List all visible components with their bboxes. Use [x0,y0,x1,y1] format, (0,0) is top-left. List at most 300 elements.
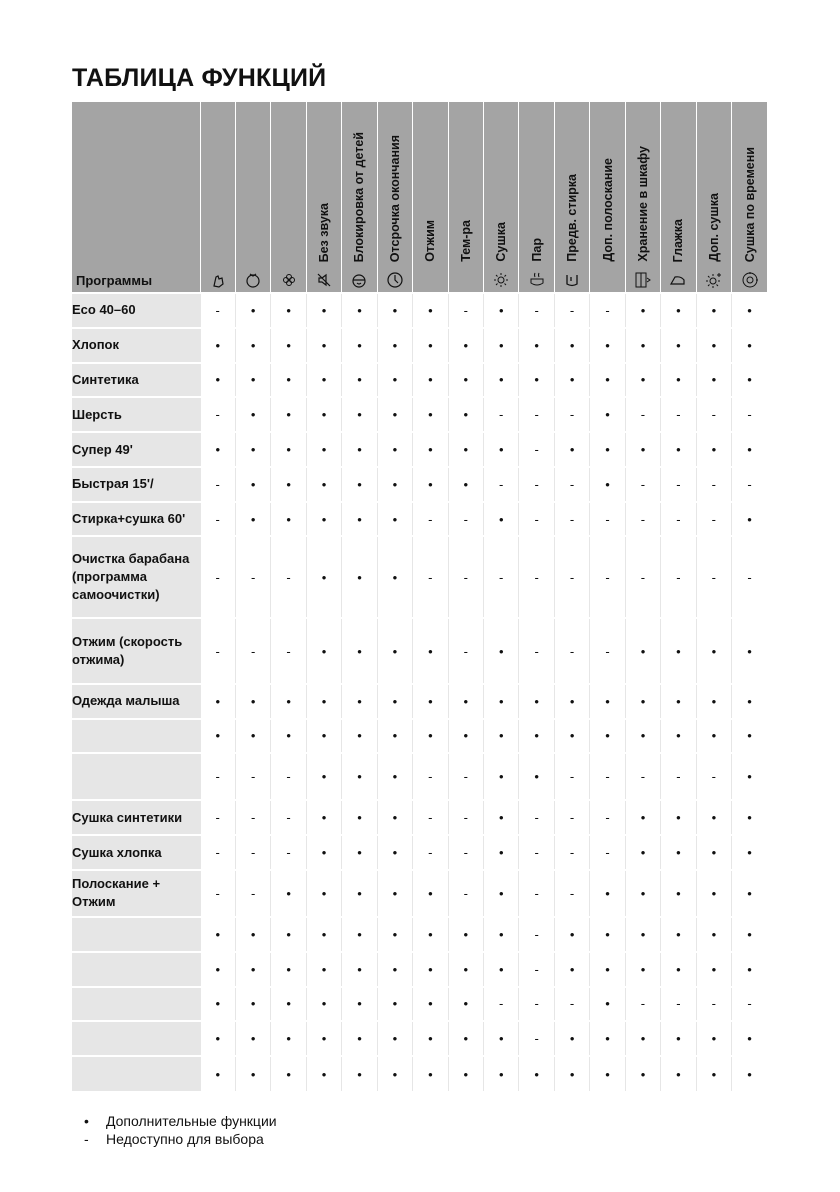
available-cell: • [661,432,696,467]
available-cell: • [696,952,731,987]
unavailable-cell: - [271,835,306,870]
program-name: Стирка+сушка 60' [72,502,200,537]
column-header-8 [448,102,483,293]
available-cell: • [413,987,448,1022]
available-cell: • [306,1056,341,1091]
available-cell: • [377,363,412,398]
column-label: Глажка [671,218,686,262]
unavailable-cell: - [200,293,235,328]
available-cell: • [484,1021,519,1056]
column-header-4 [306,102,341,293]
available-cell: • [661,328,696,363]
available-cell: • [235,397,270,432]
available-cell: • [448,397,483,432]
available-cell: • [625,870,660,917]
unavailable-cell: - [696,467,731,502]
unavailable-cell: - [519,536,554,618]
available-cell: • [484,432,519,467]
header-row [72,102,767,293]
program-name [72,987,200,1022]
unavailable-cell: - [554,502,589,537]
table-row [72,719,767,754]
column-header-2 [235,102,270,293]
unavailable-cell: - [554,467,589,502]
available-cell: • [590,397,625,432]
unavailable-cell: - [519,618,554,683]
available-cell: • [696,328,731,363]
available-cell: • [271,1021,306,1056]
unavailable-cell: - [519,467,554,502]
available-cell: • [661,363,696,398]
unavailable-cell: - [554,800,589,835]
available-cell: • [554,363,589,398]
available-cell: • [342,987,377,1022]
available-cell: • [554,1021,589,1056]
available-cell: • [306,1021,341,1056]
available-cell: • [519,753,554,800]
available-cell: • [448,719,483,754]
available-cell: • [484,952,519,987]
column-header-16 [732,102,767,293]
drum-icon [244,271,262,289]
available-cell: • [554,917,589,952]
available-cell: • [696,363,731,398]
program-name: Eco 40–60 [72,293,200,328]
available-cell: • [342,1021,377,1056]
prewash-icon [563,271,581,289]
unavailable-cell: - [200,835,235,870]
available-cell: • [732,502,767,537]
table-row [72,835,767,870]
available-cell: • [342,719,377,754]
available-cell: • [554,719,589,754]
available-cell: • [306,870,341,917]
available-cell: • [235,952,270,987]
unavailable-cell: - [519,502,554,537]
available-cell: • [271,467,306,502]
available-cell: • [732,753,767,800]
unavailable-cell: - [413,536,448,618]
column-label: Хранение в шкафу [635,146,650,262]
unavailable-cell: - [732,397,767,432]
table-row [72,952,767,987]
unavailable-cell: - [235,536,270,618]
available-cell: • [448,432,483,467]
available-cell: • [306,719,341,754]
iron-icon [669,271,687,289]
available-cell: • [271,684,306,719]
table-row [72,1056,767,1091]
table-row [72,293,767,328]
unavailable-cell: - [554,987,589,1022]
available-cell: • [448,1056,483,1091]
available-cell: • [271,397,306,432]
unavailable-cell: - [519,835,554,870]
available-cell: • [235,467,270,502]
unavailable-cell: - [696,753,731,800]
available-cell: • [661,835,696,870]
column-label: Сушка [494,222,509,262]
available-cell: • [306,293,341,328]
available-cell: • [306,952,341,987]
available-cell: • [661,719,696,754]
available-cell: • [342,432,377,467]
available-cell: • [235,432,270,467]
available-cell: • [484,800,519,835]
legend-symbol-dot: • [84,1113,89,1129]
available-cell: • [661,1021,696,1056]
available-cell: • [271,502,306,537]
unavailable-cell: - [625,397,660,432]
unavailable-cell: - [235,753,270,800]
available-cell: • [732,870,767,917]
available-cell: • [413,917,448,952]
available-cell: • [306,363,341,398]
available-cell: • [271,719,306,754]
available-cell: • [200,684,235,719]
unavailable-cell: - [519,293,554,328]
table-row [72,536,767,618]
unavailable-cell: - [661,467,696,502]
available-cell: • [235,363,270,398]
table-row [72,684,767,719]
available-cell: • [554,328,589,363]
available-cell: • [554,952,589,987]
available-cell: • [200,1021,235,1056]
unavailable-cell: - [519,1021,554,1056]
unavailable-cell: - [448,502,483,537]
available-cell: • [413,328,448,363]
unavailable-cell: - [448,753,483,800]
available-cell: • [342,952,377,987]
program-name: Синтетика [72,363,200,398]
table-row [72,363,767,398]
column-header-12 [590,102,625,293]
available-cell: • [413,870,448,917]
legend-text: Дополнительные функции [106,1113,277,1129]
sun-icon [492,271,510,289]
available-cell: • [484,502,519,537]
unavailable-cell: - [235,870,270,917]
unavailable-cell: - [413,800,448,835]
unavailable-cell: - [696,987,731,1022]
unavailable-cell: - [590,618,625,683]
functions-table [72,102,767,1091]
programs-header-cell [72,102,200,293]
unavailable-cell: - [625,467,660,502]
available-cell: • [306,397,341,432]
unavailable-cell: - [200,536,235,618]
available-cell: • [732,1021,767,1056]
available-cell: • [200,328,235,363]
unavailable-cell: - [625,536,660,618]
available-cell: • [590,917,625,952]
unavailable-cell: - [590,502,625,537]
legend-item-unavailable [84,1130,277,1148]
unavailable-cell: - [200,467,235,502]
available-cell: • [235,684,270,719]
program-name [72,753,200,800]
available-cell: • [377,618,412,683]
available-cell: • [484,618,519,683]
page-title: ТАБЛИЦА ФУНКЦИЙ [72,64,327,92]
available-cell: • [732,432,767,467]
table-row [72,753,767,800]
program-name [72,952,200,987]
available-cell: • [306,618,341,683]
available-cell: • [519,684,554,719]
unavailable-cell: - [661,753,696,800]
unavailable-cell: - [448,293,483,328]
table-row [72,987,767,1022]
available-cell: • [306,835,341,870]
legend-symbol-dash: - [84,1131,89,1147]
available-cell: • [306,917,341,952]
available-cell: • [377,870,412,917]
available-cell: • [377,293,412,328]
wardrobe-icon [634,271,652,289]
available-cell: • [590,952,625,987]
available-cell: • [306,684,341,719]
unavailable-cell: - [413,753,448,800]
available-cell: • [200,1056,235,1091]
column-header-6 [377,102,412,293]
unavailable-cell: - [625,987,660,1022]
available-cell: • [696,1021,731,1056]
available-cell: • [271,293,306,328]
available-cell: • [342,870,377,917]
column-header-7 [413,102,448,293]
available-cell: • [732,719,767,754]
unavailable-cell: - [413,502,448,537]
available-cell: • [661,293,696,328]
unavailable-cell: - [200,800,235,835]
child-lock-icon [350,271,368,289]
timer-dry-icon [741,271,759,289]
available-cell: • [590,719,625,754]
program-name: Хлопок [72,328,200,363]
table-row [72,800,767,835]
available-cell: • [413,1056,448,1091]
available-cell: • [554,684,589,719]
available-cell: • [342,397,377,432]
available-cell: • [484,753,519,800]
available-cell: • [306,987,341,1022]
available-cell: • [696,870,731,917]
unavailable-cell: - [625,753,660,800]
available-cell: • [484,719,519,754]
available-cell: • [484,917,519,952]
available-cell: • [377,502,412,537]
available-cell: • [377,328,412,363]
available-cell: • [448,363,483,398]
available-cell: • [200,952,235,987]
program-name [72,1021,200,1056]
available-cell: • [271,870,306,917]
available-cell: • [661,870,696,917]
unavailable-cell: - [554,618,589,683]
available-cell: • [484,1056,519,1091]
unavailable-cell: - [519,917,554,952]
unavailable-cell: - [271,753,306,800]
available-cell: • [696,293,731,328]
program-name: Отжим (скорость отжима) [72,618,200,683]
table-row [72,1021,767,1056]
unavailable-cell: - [625,502,660,537]
table-row [72,917,767,952]
column-label: Отсрочка окончания [387,134,402,262]
available-cell: • [377,467,412,502]
available-cell: • [661,952,696,987]
available-cell: • [484,328,519,363]
available-cell: • [696,835,731,870]
unavailable-cell: - [519,952,554,987]
table-row [72,328,767,363]
available-cell: • [625,363,660,398]
unavailable-cell: - [732,536,767,618]
available-cell: • [625,328,660,363]
available-cell: • [625,719,660,754]
available-cell: • [342,328,377,363]
column-label: Блокировка от детей [352,131,367,262]
available-cell: • [342,835,377,870]
available-cell: • [696,684,731,719]
unavailable-cell: - [235,835,270,870]
available-cell: • [732,328,767,363]
available-cell: • [235,987,270,1022]
available-cell: • [484,835,519,870]
available-cell: • [696,719,731,754]
available-cell: • [271,952,306,987]
available-cell: • [377,917,412,952]
available-cell: • [377,800,412,835]
available-cell: • [732,363,767,398]
available-cell: • [448,467,483,502]
available-cell: • [590,987,625,1022]
unavailable-cell: - [271,800,306,835]
column-header-5 [342,102,377,293]
available-cell: • [554,1056,589,1091]
column-label: Пар [529,238,544,262]
column-header-13 [625,102,660,293]
available-cell: • [519,363,554,398]
column-label: Доп. сушка [706,193,721,262]
legend-text: Недоступно для выбора [106,1131,264,1147]
unavailable-cell: - [696,536,731,618]
available-cell: • [732,1056,767,1091]
available-cell: • [235,328,270,363]
unavailable-cell: - [661,987,696,1022]
available-cell: • [625,684,660,719]
available-cell: • [625,800,660,835]
available-cell: • [732,293,767,328]
available-cell: • [306,800,341,835]
available-cell: • [590,1021,625,1056]
available-cell: • [625,917,660,952]
available-cell: • [413,684,448,719]
available-cell: • [448,952,483,987]
available-cell: • [448,987,483,1022]
available-cell: • [661,917,696,952]
available-cell: • [342,467,377,502]
available-cell: • [200,917,235,952]
available-cell: • [696,432,731,467]
available-cell: • [413,397,448,432]
available-cell: • [625,1056,660,1091]
available-cell: • [661,684,696,719]
unavailable-cell: - [235,800,270,835]
available-cell: • [413,432,448,467]
available-cell: • [235,1056,270,1091]
available-cell: • [554,432,589,467]
available-cell: • [235,502,270,537]
available-cell: • [342,618,377,683]
unavailable-cell: - [554,293,589,328]
available-cell: • [696,618,731,683]
program-name [72,1056,200,1091]
available-cell: • [342,1056,377,1091]
available-cell: • [661,1056,696,1091]
table-body [72,293,767,1091]
available-cell: • [200,987,235,1022]
available-cell: • [732,618,767,683]
available-cell: • [590,1056,625,1091]
unavailable-cell: - [732,987,767,1022]
available-cell: • [484,293,519,328]
unavailable-cell: - [484,536,519,618]
available-cell: • [235,1021,270,1056]
available-cell: • [625,952,660,987]
available-cell: • [377,753,412,800]
available-cell: • [271,917,306,952]
unavailable-cell: - [554,536,589,618]
available-cell: • [306,328,341,363]
available-cell: • [590,684,625,719]
unavailable-cell: - [448,800,483,835]
available-cell: • [271,432,306,467]
available-cell: • [413,293,448,328]
available-cell: • [413,618,448,683]
available-cell: • [306,432,341,467]
table-row [72,432,767,467]
unavailable-cell: - [484,467,519,502]
unavailable-cell: - [448,536,483,618]
column-header-15 [696,102,731,293]
available-cell: • [342,684,377,719]
available-cell: • [413,719,448,754]
available-cell: • [732,835,767,870]
unavailable-cell: - [200,502,235,537]
available-cell: • [200,432,235,467]
available-cell: • [377,684,412,719]
available-cell: • [625,618,660,683]
program-name: Сушка синтетики [72,800,200,835]
available-cell: • [732,917,767,952]
unavailable-cell: - [271,536,306,618]
available-cell: • [235,293,270,328]
available-cell: • [306,536,341,618]
hand-wash-icon [209,271,227,289]
available-cell: • [625,1021,660,1056]
available-cell: • [306,753,341,800]
column-header-10 [519,102,554,293]
available-cell: • [377,536,412,618]
available-cell: • [377,1056,412,1091]
available-cell: • [377,432,412,467]
available-cell: • [484,684,519,719]
available-cell: • [625,293,660,328]
unavailable-cell: - [590,835,625,870]
